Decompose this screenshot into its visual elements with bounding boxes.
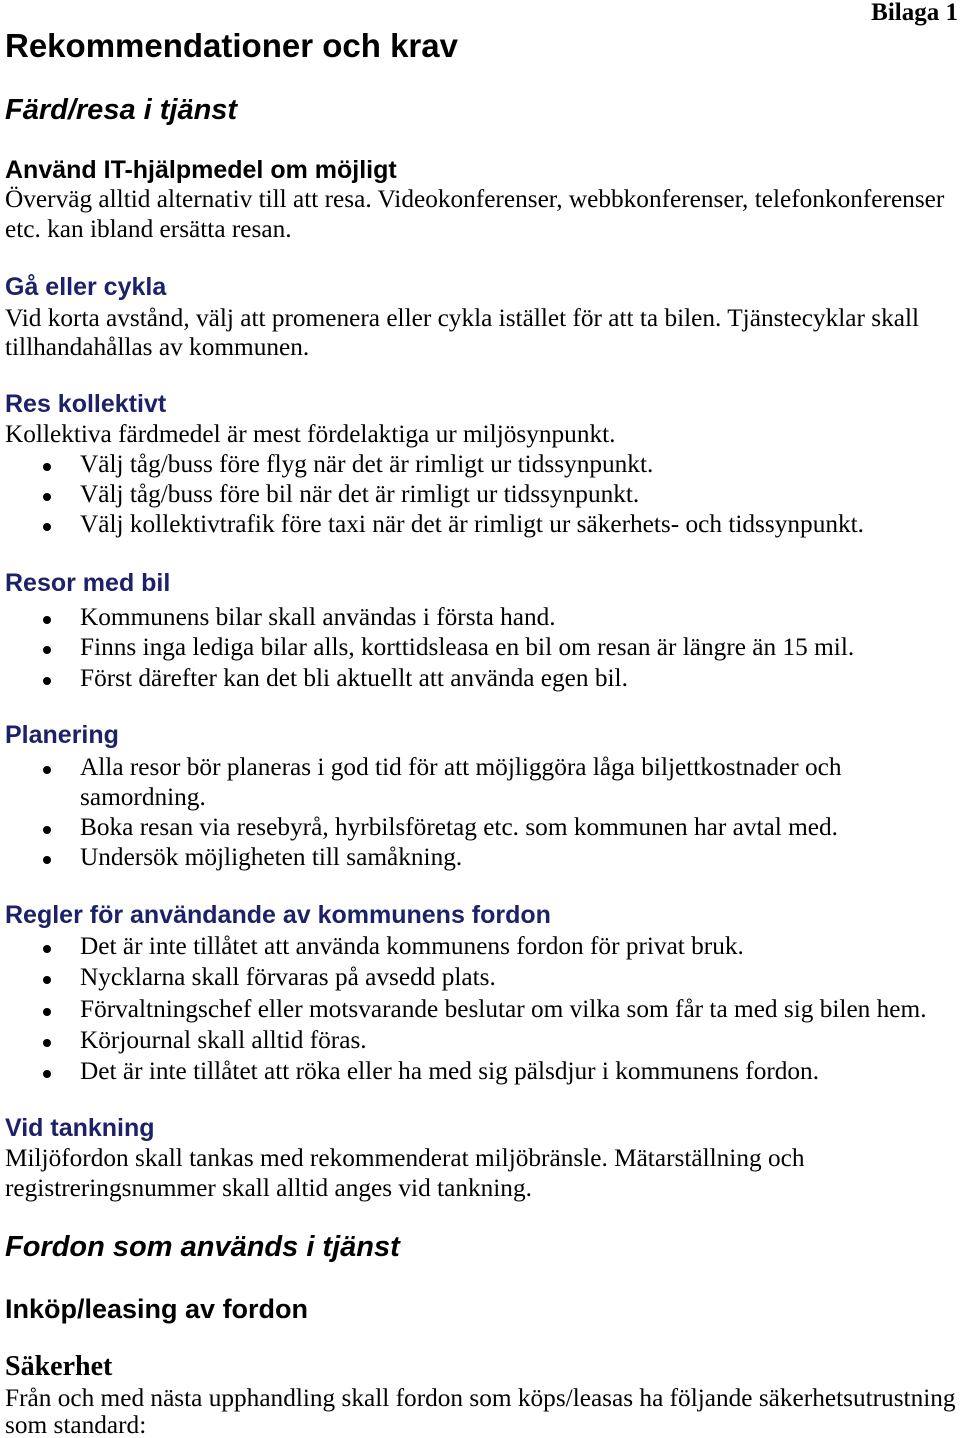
list-item: [80, 752, 842, 782]
subheading-car-travel: Resor med bil: [5, 569, 171, 597]
paragraph-line: Miljöfordon skall tankas med rekommenderat miljöbränsle. Mätarställning och: [5, 1144, 805, 1172]
section-heading-travel: Färd/resa i tjänst: [5, 94, 238, 126]
list-item-text: Alla resor bör planeras i god tid för att möjliggöra låga biljettkostnader och: [80, 753, 842, 781]
paragraph-line: Vid korta avstånd, välj att promenera eller cykla istället för att ta bilen. Tjänstecyklar skall: [5, 304, 919, 332]
list-item-text: Det är inte tillåtet att använda kommunens fordon för privat bruk.: [80, 932, 744, 960]
list-item: [80, 1025, 367, 1055]
list-item-text: Det är inte tillåtet att röka eller ha med sig pälsdjur i kommunens fordon.: [80, 1057, 820, 1085]
subheading-public-transport: Res kollektivt: [5, 390, 167, 418]
list-item-text: Kommunens bilar skall användas i första hand.: [80, 603, 556, 631]
bullet-point: [43, 945, 51, 953]
subheading-walk-or-bike: Gå eller cykla: [5, 273, 167, 301]
list-item-text: Välj tåg/buss före flyg när det är rimligt ur tidssynpunkt.: [80, 450, 654, 478]
subheading-procurement: Inköp/leasing av fordon: [5, 1294, 309, 1324]
list-item: [80, 1056, 819, 1086]
list-item-text: Först därefter kan det bli aktuellt att använda egen bil.: [80, 664, 628, 692]
subheading-vehicle-rules: Regler för användande av kommunens fordon: [5, 901, 551, 929]
list-item: [80, 632, 854, 662]
list-item: [80, 479, 639, 509]
bullet-point: [43, 766, 51, 774]
list-item: [80, 663, 628, 693]
list-item: [80, 449, 653, 479]
paragraph-line: registreringsnummer skall alltid anges vid tankning.: [5, 1174, 532, 1202]
list-item-text: Förvaltningschef eller motsvarande beslutar om vilka som får ta med sig bilen hem.: [80, 995, 927, 1023]
list-item: [80, 509, 864, 539]
paragraph-line: Överväg alltid alternativ till att resa. Videokonferenser, webbkonferenser, telefonkonferenser: [5, 185, 945, 213]
subheading-refueling: Vid tankning: [5, 1114, 155, 1142]
list-item: [80, 602, 556, 632]
section-heading-vehicles: Fordon som används i tjänst: [5, 1231, 400, 1263]
subheading-safety: Säkerhet: [5, 1351, 113, 1382]
subheading-planning: Planering: [5, 721, 119, 749]
bullet-point: [43, 646, 51, 654]
attachment-label: Bilaga 1: [871, 0, 958, 26]
list-item: [80, 962, 496, 992]
list-item-text: Boka resan via resebyrå, hyrbilsföretag etc. som kommunen har avtal med.: [80, 813, 838, 841]
paragraph-line: Kollektiva färdmedel är mest fördelaktiga ur miljösynpunkt.: [5, 420, 616, 448]
bullet-point: [43, 856, 51, 864]
paragraph-line: Från och med nästa upphandling skall fordon som köps/leasas ha följande säkerhetsutrustning: [5, 1384, 956, 1412]
subheading-it-tools: Använd IT-hjälpmedel om möjligt: [5, 156, 397, 184]
list-item: [80, 931, 744, 961]
list-item: [80, 842, 462, 872]
bullet-point: [43, 1039, 51, 1047]
list-item: [80, 812, 838, 842]
list-item-text: Nycklarna skall förvaras på avsedd plats.: [80, 963, 496, 991]
bullet-point: [43, 976, 51, 984]
bullet-point: [43, 826, 51, 834]
list-item-text: Körjournal skall alltid föras.: [80, 1026, 367, 1054]
list-item-text: Finns inga lediga bilar alls, korttidsleasa en bil om resan är längre än 15 mil.: [80, 633, 855, 661]
bullet-point: [43, 616, 51, 624]
list-item: [80, 994, 927, 1024]
bullet-point: [43, 523, 51, 531]
document-title: Rekommendationer och krav: [5, 27, 458, 64]
bullet-point: [43, 493, 51, 501]
list-item-text: Välj tåg/buss före bil när det är rimligt ur tidssynpunkt.: [80, 480, 640, 508]
list-item-text: samordning.: [80, 783, 206, 811]
list-item-continuation: [80, 782, 206, 812]
paragraph-line: tillhandahållas av kommunen.: [5, 333, 310, 361]
bullet-point: [43, 463, 51, 471]
list-item-text: Undersök möjligheten till samåkning.: [80, 843, 463, 871]
bullet-point: [43, 1070, 51, 1078]
bullet-point: [43, 1008, 51, 1016]
paragraph-line: etc. kan ibland ersätta resan.: [5, 215, 292, 243]
bullet-point: [43, 677, 51, 685]
paragraph-line: som standard:: [5, 1411, 147, 1438]
list-item-text: Välj kollektivtrafik före taxi när det är rimligt ur säkerhets- och tidssynpunkt.: [80, 510, 864, 538]
